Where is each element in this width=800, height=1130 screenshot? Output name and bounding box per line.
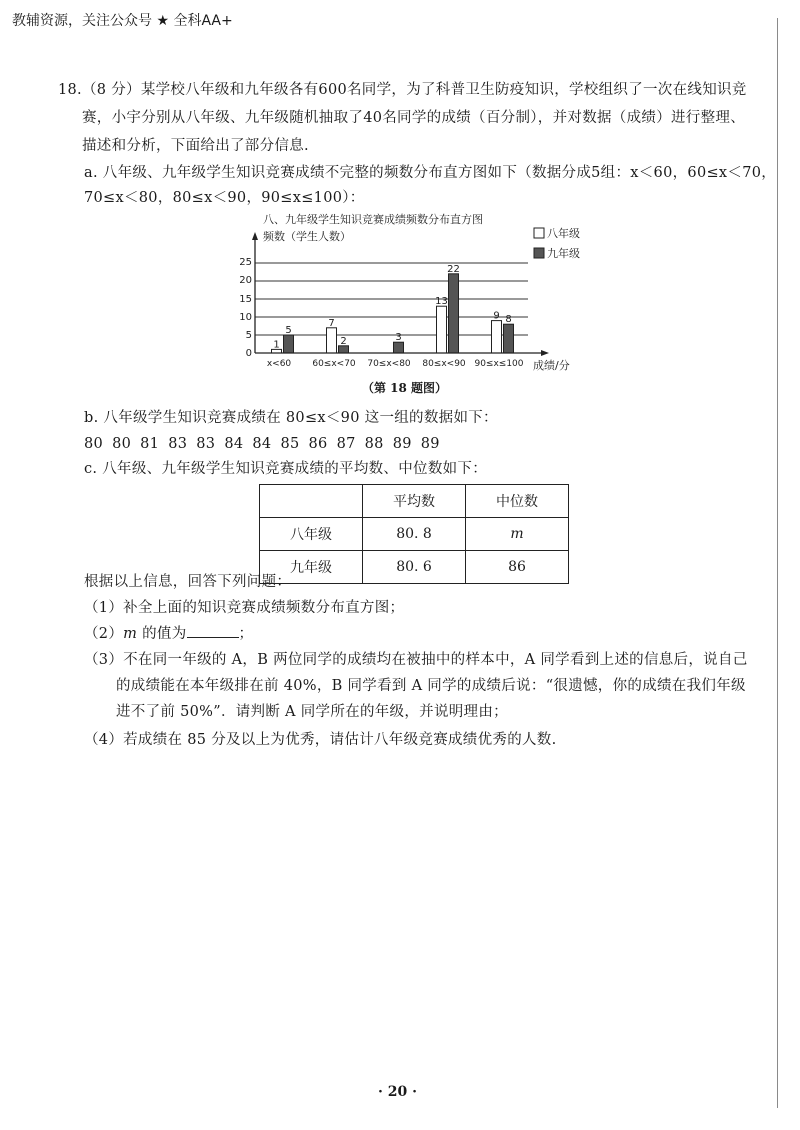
bar-grade8	[492, 321, 502, 353]
bar-grade8	[437, 306, 447, 353]
question-2	[84, 621, 253, 647]
answer-blank	[187, 623, 239, 638]
bar-data-label: 22	[447, 263, 460, 275]
y-tick-label: 15	[239, 294, 252, 305]
question-2-end: ；	[238, 626, 254, 642]
data-value: 80	[112, 436, 132, 452]
question-3-line-3: 进不了前 50%”．请判断 A 同学所在的年级，并说明理由；	[116, 704, 508, 720]
legend-label-grade9: 九年级	[547, 247, 580, 260]
bar-data-label: 5	[285, 325, 292, 336]
y-tick-label: 10	[239, 312, 252, 323]
data-value: 88	[364, 436, 384, 452]
right-margin-line	[777, 18, 778, 1108]
table-header-cell: 平均数	[363, 485, 466, 518]
table-cell: 86	[466, 551, 569, 584]
part-a-line-2: 70≤x＜80，80≤x＜90，90≤x≤100）：	[84, 190, 365, 206]
question-2-text: 的值为	[137, 626, 187, 642]
questions-lead: 根据以上信息，回答下列问题：	[84, 574, 292, 590]
y-tick-label: 0	[245, 348, 252, 359]
table-cell: 九年级	[260, 551, 363, 584]
table-row	[260, 551, 569, 584]
x-axis-label: 成绩/分	[533, 359, 570, 372]
question-3-line-1: （3）不在同一年级的 A，B 两位同学的成绩均在被抽中的样本中，A 同学看到上述的信息后，说自己	[84, 652, 748, 668]
question-number: 18.	[58, 82, 82, 98]
part-b-data-list	[84, 431, 440, 457]
bar-grade9	[449, 274, 459, 353]
bar-data-label: 8	[505, 314, 512, 326]
frequency-histogram	[235, 208, 595, 376]
question-1: （1）补全上面的知识竞赛成绩频数分布直方图；	[84, 600, 405, 616]
y-tick-label: 20	[239, 275, 252, 286]
legend-label-grade8: 八年级	[547, 227, 580, 240]
data-value: 89	[420, 436, 440, 452]
bar-grade8	[327, 328, 337, 353]
bar-data-label: 9	[493, 310, 500, 322]
question-4: （4）若成绩在 85 分及以上为优秀，请估计八年级竞赛成绩优秀的人数.	[84, 732, 557, 748]
intro-line-2: 赛，小宇分别从八年级、九年级随机抽取了40名同学的成绩（百分制），并对数据（成绩）进行整理、	[82, 110, 745, 126]
data-value: 86	[308, 436, 328, 452]
data-value: 83	[196, 436, 216, 452]
x-tick-label: 80≤x<90	[422, 359, 466, 369]
table-header-cell: 中位数	[466, 485, 569, 518]
question-3-line-2: 的成绩能在本年级排在前 40%，B 同学看到 A 同学的成绩后说：“很遗憾，你的成绩在我们年级	[116, 678, 746, 694]
bar-grade9	[339, 346, 349, 353]
part-b-line: b. 八年级学生知识竞赛成绩在 80≤x＜90 这一组的数据如下：	[84, 410, 498, 426]
y-tick-label: 25	[239, 257, 252, 268]
table-cell: 80. 8	[363, 518, 466, 551]
y-tick-label: 5	[245, 330, 252, 341]
legend-swatch-grade9	[534, 248, 544, 258]
intro-line-3: 描述和分析，下面给出了部分信息.	[82, 138, 309, 154]
part-c-line: c. 八年级、九年级学生知识竞赛成绩的平均数、中位数如下：	[84, 461, 488, 477]
figure-caption: （第 18 题图）	[362, 381, 448, 395]
data-value: 84	[252, 436, 272, 452]
data-value: 81	[140, 436, 160, 452]
table-header-cell	[260, 485, 363, 518]
y-axis-arrow	[252, 232, 258, 240]
question-2-prefix: （2）	[84, 626, 124, 642]
x-tick-label: 90≤x≤100	[474, 359, 524, 369]
stats-table	[259, 484, 569, 584]
bar-data-label: 2	[340, 335, 347, 347]
x-axis-arrow	[541, 350, 549, 356]
table-row	[260, 518, 569, 551]
x-tick-label: 70≤x<80	[367, 359, 411, 369]
bar-grade9	[504, 324, 514, 353]
table-cell: m	[466, 518, 569, 551]
bar-grade9	[394, 342, 404, 353]
bar-data-label: 3	[395, 332, 402, 344]
table-cell: 80. 6	[363, 551, 466, 584]
intro-line-1: （8 分）某学校八年级和九年级各有600名同学，为了科普卫生防疫知识，学校组织了一次在线知识竞	[82, 82, 747, 98]
bar-data-label: 7	[328, 317, 335, 329]
data-value: 83	[168, 436, 188, 452]
x-tick-label: x<60	[266, 359, 292, 369]
page-number: · 20 ·	[378, 1084, 417, 1100]
data-value: 80	[84, 436, 104, 452]
bar-data-label: 13	[435, 296, 448, 308]
bar-data-label: 1	[273, 339, 280, 351]
header-text: 教辅资源，关注公众号 ★ 全科AA+	[12, 13, 233, 29]
data-value: 84	[224, 436, 244, 452]
bar-grade9	[284, 335, 294, 353]
table-header-row	[260, 485, 569, 518]
x-tick-label: 60≤x<70	[312, 359, 356, 369]
chart-title: 八、九年级学生知识竞赛成绩频数分布直方图	[263, 213, 483, 226]
data-value: 89	[392, 436, 412, 452]
part-a-line-1: a. 八年级、九年级学生知识竞赛成绩不完整的频数分布直方图如下（数据分成5组：x＜60，60≤x＜70，	[84, 165, 777, 181]
legend-swatch-grade8	[534, 228, 544, 238]
y-axis-label: 频数（学生人数）	[263, 230, 351, 243]
data-value: 85	[280, 436, 300, 452]
table-cell: 八年级	[260, 518, 363, 551]
data-value: 87	[336, 436, 356, 452]
question-2-variable: m	[123, 626, 138, 642]
